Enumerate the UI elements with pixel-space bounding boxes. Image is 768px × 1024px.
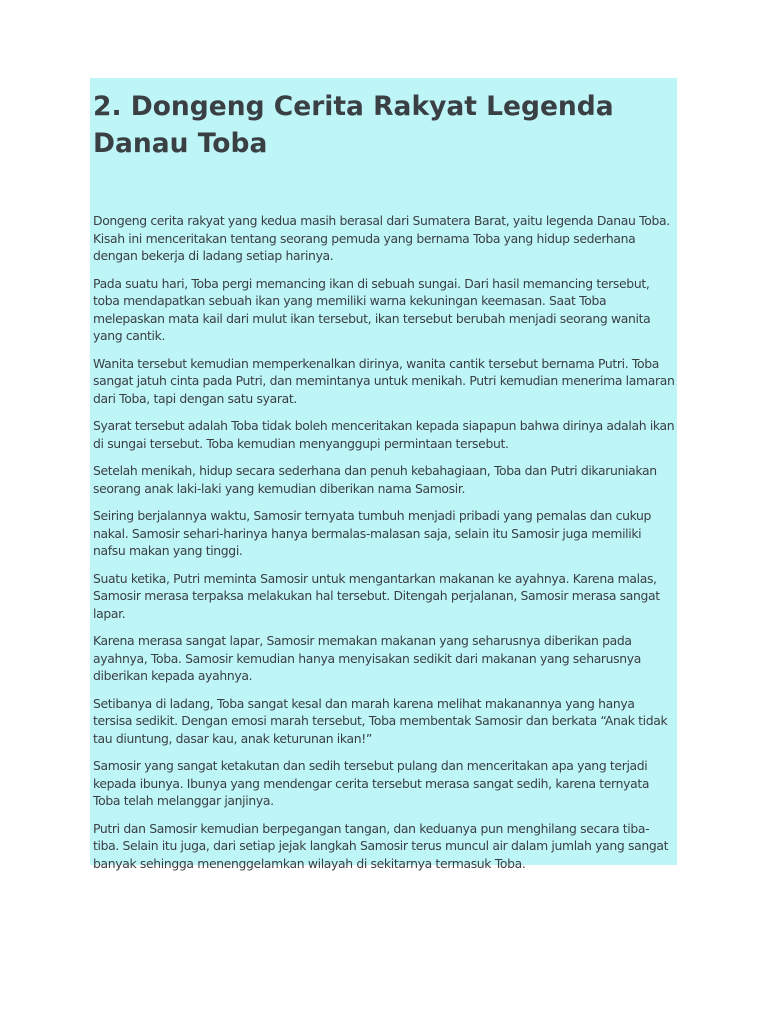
paragraph-1: Dongeng cerita rakyat yang kedua masih berasal dari Sumatera Barat, yaitu legenda Danau Toba. Kisah ini menceritakan tentang seorang pemuda yang bernama Toba yang hidup sederhana dengan bekerja di ladang setiap harinya.: [93, 213, 670, 263]
article-box: [90, 78, 677, 871]
paragraph-11: Putri dan Samosir kemudian berpegangan tangan, dan keduanya pun menghilang secara tiba-tiba. Selain itu juga, dari setiap jejak langkah Samosir terus muncul air dalam jumlah yang sangat banyak sehingga menenggelamkan wilayah di sekitarnya termasuk Toba.: [93, 820, 669, 871]
article-title: 2. Dongeng Cerita Rakyat Legenda Danau Toba: [93, 91, 614, 159]
paragraph-3: Wanita tersebut kemudian memperkenalkan dirinya, wanita cantik tersebut bernama Putri. Toba sangat jatuh cinta pada Putri, dan memintanya untuk menikah. Putri kemudian menerima lamaran dari Toba, tapi dengan satu syarat.: [93, 355, 675, 406]
paragraph-6: Seiring berjalannya waktu, Samosir ternyata tumbuh menjadi pribadi yang pemalas dan cukup nakal. Samosir sehari-harinya hanya bermalas-malasan saja, selain itu Samosir juga memiliki nafsu makan yang tinggi.: [93, 508, 652, 558]
article-body: [93, 212, 675, 872]
paragraph-4: Syarat tersebut adalah Toba tidak boleh menceritakan kepada siapapun bahwa dirinya adalah ikan di sungai tersebut. Toba kemudian menyanggupi permintaan tersebut.: [93, 418, 675, 451]
paragraph-8: Karena merasa sangat lapar, Samosir memakan makanan yang seharusnya diberikan pada ayahnya, Toba. Samosir kemudian hanya menyisakan sedikit dari makanan yang seharusnya diberikan kepada ayahnya.: [93, 633, 642, 683]
paragraph-5: Setelah menikah, hidup secara sederhana dan penuh kebahagiaan, Toba dan Putri dikaruniakan seorang anak laki-laki yang kemudian diberikan nama Samosir.: [93, 463, 657, 496]
paragraph-10: Samosir yang sangat ketakutan dan sedih tersebut pulang dan menceritakan apa yang terjadi kepada ibunya. Ibunya yang mendengar cerita tersebut merasa sangat sedih, karena ternyata Toba telah melanggar janjinya.: [93, 758, 650, 808]
paragraph-9: Setibanya di ladang, Toba sangat kesal dan marah karena melihat makanannya yang hanya tersisa sedikit. Dengan emosi marah tersebut, Toba membentak Samosir dan berkata “Anak tidak tau diuntung, dasar kau, anak keturunan ikan!”: [93, 695, 668, 746]
paragraph-2: Pada suatu hari, Toba pergi memancing ikan di sebuah sungai. Dari hasil memancing tersebut, toba mendapatkan sebuah ikan yang memiliki warna kekuningan keemasan. Saat Toba melepaskan mata kail dari mulut ikan tersebut, ikan tersebut berubah menjadi seorang wanita yang cantik.: [93, 275, 651, 343]
paragraph-7: Suatu ketika, Putri meminta Samosir untuk mengantarkan makanan ke ayahnya. Karena malas, Samosir merasa terpaksa melakukan hal tersebut. Ditengah perjalanan, Samosir merasa sangat lapar.: [93, 570, 660, 621]
